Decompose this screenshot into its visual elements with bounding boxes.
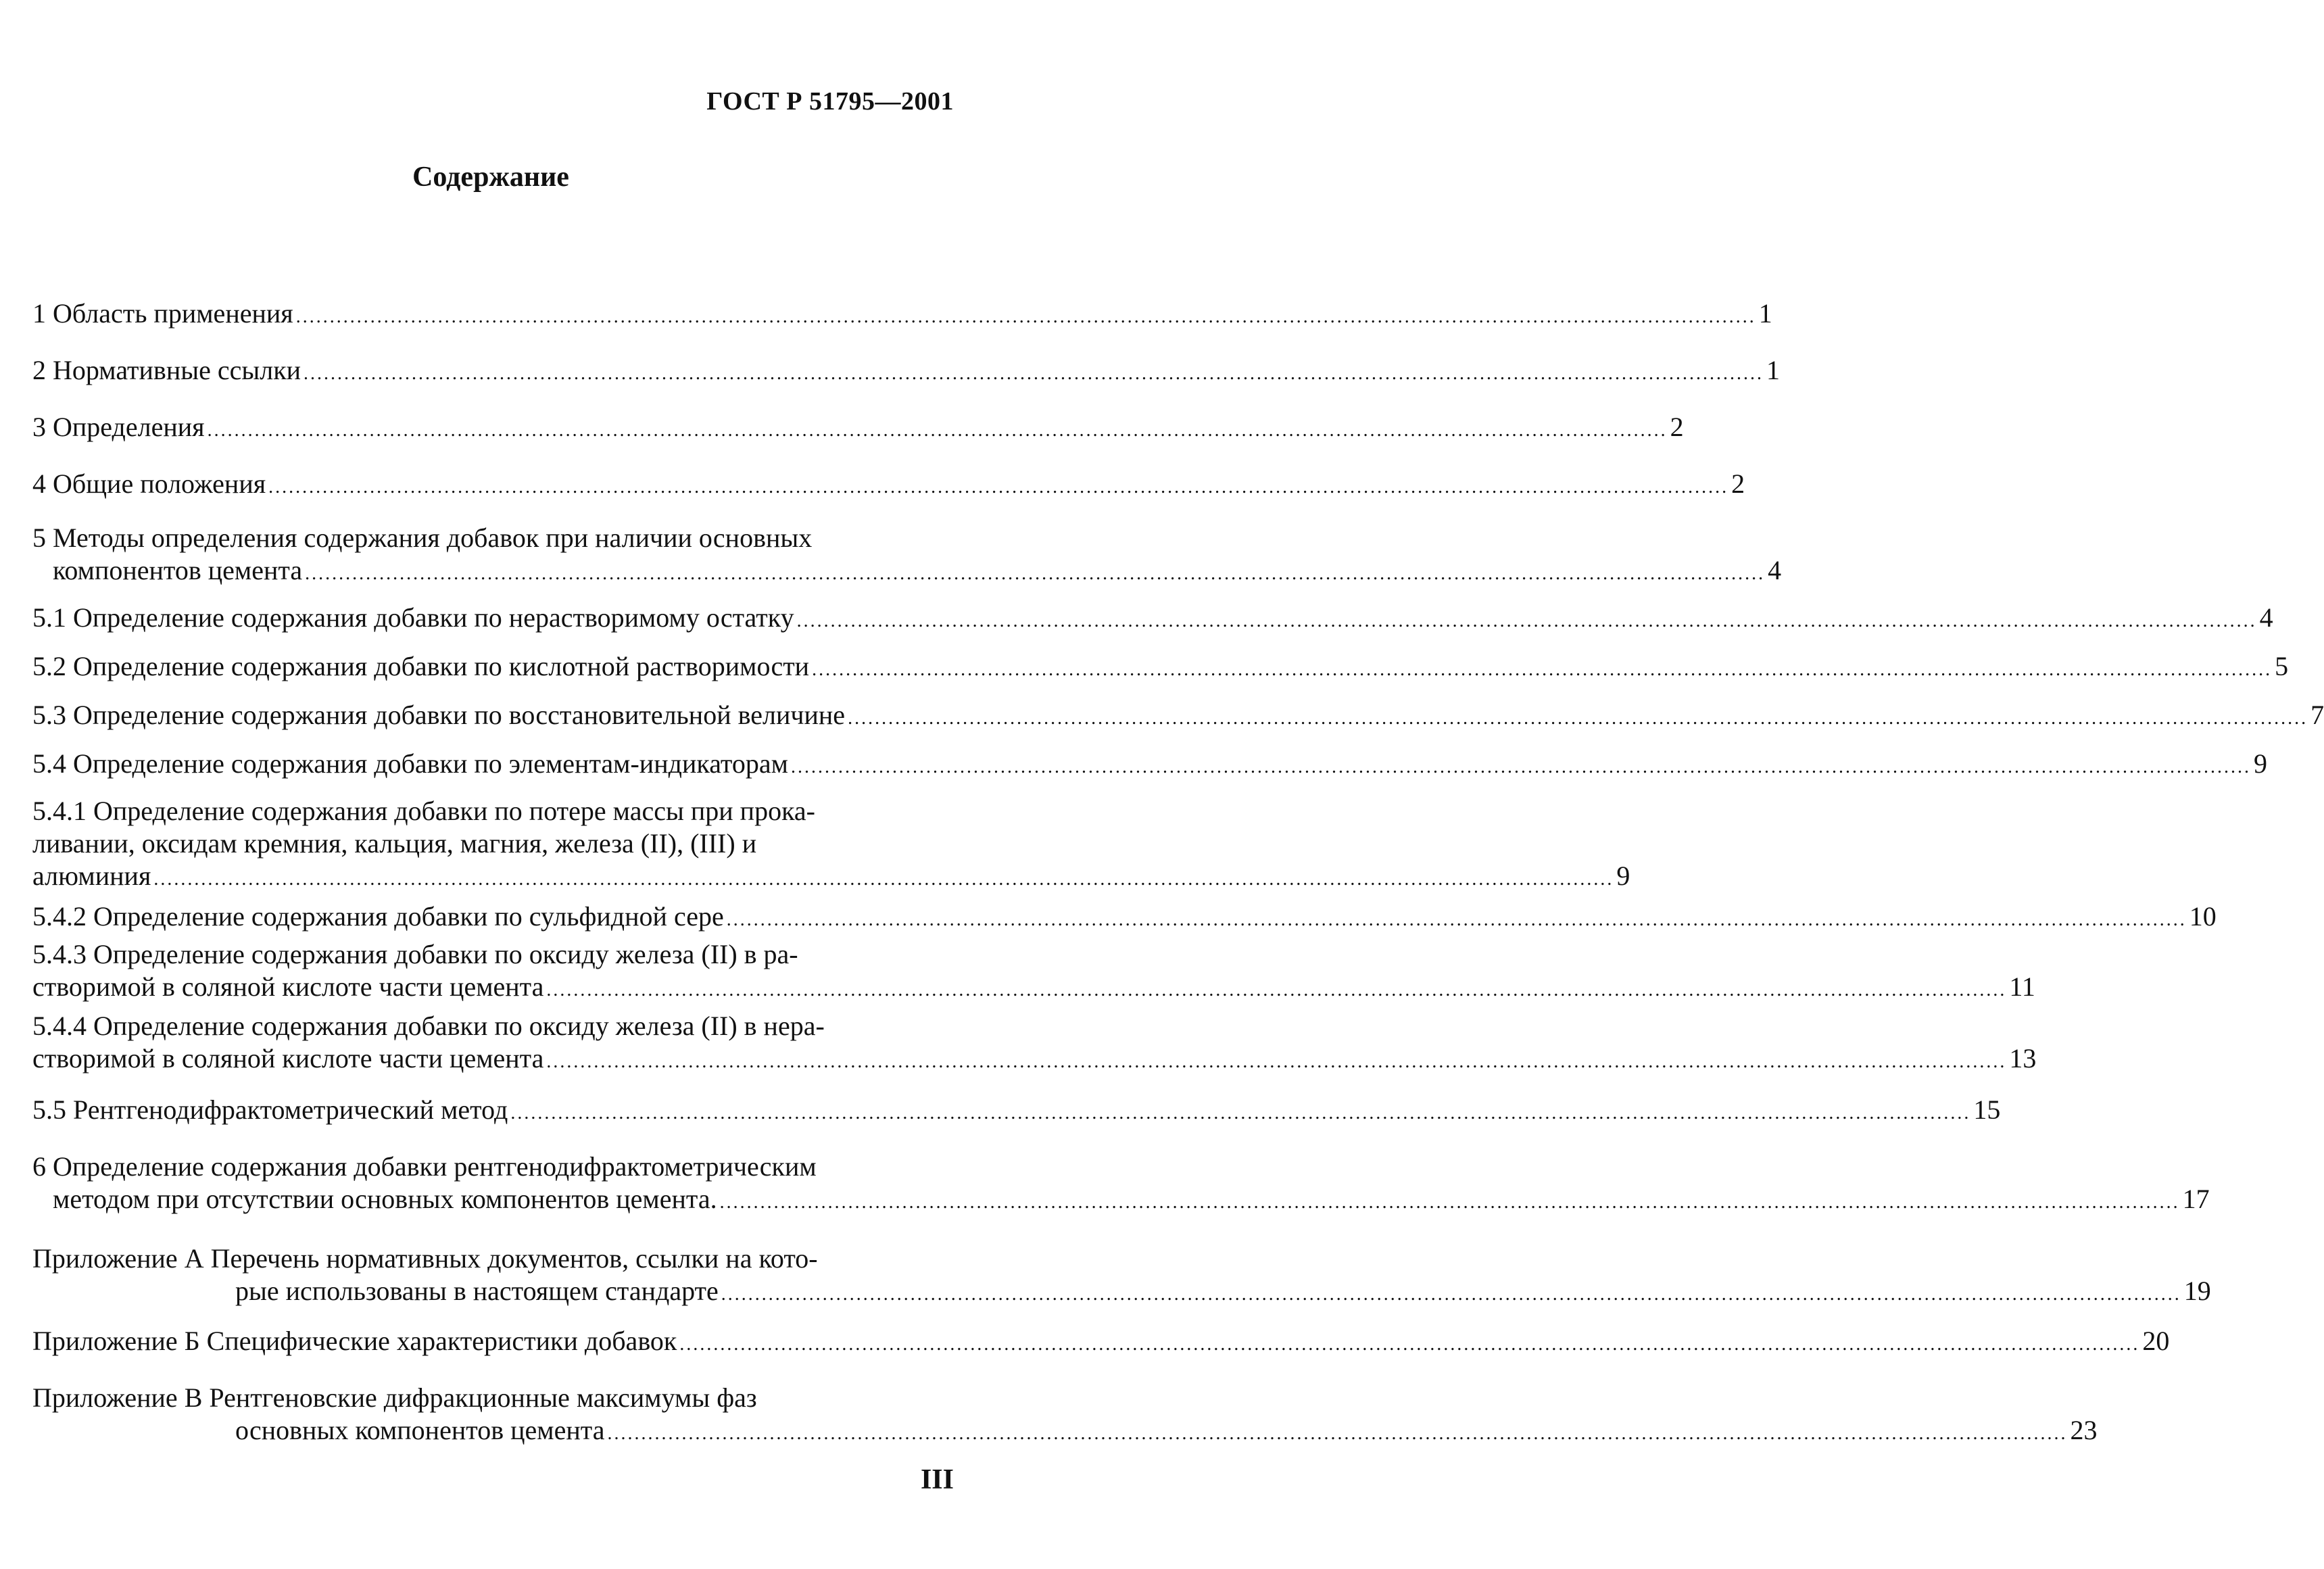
leader-dots: ........................................................................................................................................................................................................................ [305,563,1766,584]
toc-page-number: 2 [1670,412,1684,442]
toc-entry[interactable] [32,1325,2170,1361]
leader-dots: ........................................................................................................................................................................................................................ [546,1051,2007,1072]
leader-dots: ........................................................................................................................................................................................................................ [719,1192,2180,1213]
leader-dots: ........................................................................................................................................................................................................................ [812,659,2273,680]
toc-page-number: 11 [2009,971,2035,1002]
toc-entry-text: 4 Общие положения [32,468,266,499]
toc-entry-text: 5.3 Определение содержания добавки по восстановительной величине [32,700,846,730]
toc-entry-line: 5.4.1 Определение содержания добавки по потере массы при прока- [32,796,815,826]
toc-entry-text: 5.1 Определение содержания добавки по нерастворимому остатку [32,602,794,633]
toc-page-number: 7 [2310,700,2324,730]
toc-entry[interactable] [32,468,1745,504]
toc-entry[interactable] [32,1242,2211,1311]
leader-dots: ........................................................................................................................................................................................................................ [153,869,1614,890]
toc-entry[interactable] [32,650,2289,686]
leader-dots: ........................................................................................................................................................................................................................ [607,1423,2068,1444]
leader-dots: ........................................................................................................................................................................................................................ [796,610,2257,631]
toc-entry-line: 5 Методы определения содержания добавок при наличии основных [32,523,813,553]
leader-dots: ........................................................................................................................................................................................................................ [207,420,1668,441]
toc-entry-line: ливании, оксидам кремния, кальция, магния, железа (II), (III) и [32,828,757,859]
doc-code: ГОСТ Р 51795—2001 [706,87,954,116]
toc-entry-line: 6 Определение содержания добавки рентгенодифрактометрическим [32,1151,817,1182]
leader-dots: ........................................................................................................................................................................................................................ [726,909,2187,930]
toc-entry[interactable] [32,1151,2210,1219]
leader-dots: ........................................................................................................................................................................................................................ [848,708,2308,729]
toc-entry-text: 5.5 Рентгенодифрактометрический метод [32,1094,508,1125]
toc-page-number: 10 [2189,901,2217,932]
toc-entry-line: 5.4.4 Определение содержания добавки по оксиду железа (II) в нера- [32,1011,825,1041]
toc-page-number: 5 [2275,651,2289,681]
toc-entry[interactable] [32,1094,2001,1130]
toc-page-number: 4 [1768,555,1782,585]
page-number: III [920,1464,954,1495]
toc-entry-text: рые использованы в настоящем стандарте [235,1276,719,1306]
toc-entry[interactable] [32,602,2273,637]
toc-entry-text: створимой в соляной кислоте части цемента [32,971,544,1002]
toc-entry[interactable] [32,354,1781,390]
leader-dots: ........................................................................................................................................................................................................................ [546,980,2007,1000]
toc-page-number: 23 [2070,1415,2098,1445]
toc-entry-line: Приложение В Рентгеновские дифракционные максимумы фаз [32,1382,757,1413]
toc-entry-text: методом при отсутствии основных компонентов цемента. [53,1184,717,1214]
toc-entry-text: створимой в соляной кислоте части цемента [32,1043,544,1073]
toc-page-number: 17 [2182,1184,2210,1214]
toc-entry-line: 5.4.3 Определение содержания добавки по оксиду железа (II) в ра- [32,939,798,969]
toc-entry-text: 5.4.2 Определение содержания добавки по сульфидной сере [32,901,724,932]
toc-entry[interactable] [32,938,2035,1007]
toc-entry-text: алюминия [32,861,151,891]
toc-page-number: 13 [2009,1043,2037,1073]
leader-dots: ........................................................................................................................................................................................................................ [510,1103,1971,1124]
toc-page-number: 1 [1766,355,1781,385]
leader-dots: ........................................................................................................................................................................................................................ [790,756,2251,777]
toc-page-number: 9 [1616,861,1630,891]
toc-entry[interactable] [32,748,2267,783]
toc-entry[interactable] [32,900,2217,936]
leader-dots: ........................................................................................................................................................................................................................ [295,306,1756,327]
toc-entry-text: основных компонентов цемента [235,1415,605,1445]
toc-page-number: 1 [1758,298,1772,329]
toc-entry[interactable] [32,699,2324,735]
toc-page-number: 2 [1731,468,1745,499]
toc-entry-text: 3 Определения [32,412,205,442]
toc-page-number: 19 [2183,1276,2211,1306]
toc-entry-text: 2 Нормативные ссылки [32,355,301,385]
toc-entry[interactable] [32,297,1772,333]
toc-entry-text: 1 Область применения [32,298,293,329]
toc-page-number: 4 [2259,602,2273,633]
toc-page-number: 15 [1973,1094,2001,1125]
toc-entry-line: Приложение А Перечень нормативных документов, ссылки на кото- [32,1243,818,1274]
leader-dots: ........................................................................................................................................................................................................................ [679,1334,2140,1355]
toc-entry-text: 5.2 Определение содержания добавки по кислотной растворимости [32,651,810,681]
toc-entry-text: компонентов цемента [53,555,303,585]
toc-entry-text: 5.4 Определение содержания добавки по элементам-индикаторам [32,748,788,779]
toc-entry[interactable] [32,795,1630,896]
toc-page-number: 20 [2142,1326,2170,1356]
toc-entry-text: Приложение Б Специфические характеристики добавок [32,1326,677,1356]
page-title: Содержание [412,162,569,193]
toc-entry[interactable] [32,411,1684,447]
toc-entry[interactable] [32,522,1782,590]
leader-dots: ........................................................................................................................................................................................................................ [304,363,1764,384]
leader-dots: ........................................................................................................................................................................................................................ [268,477,1729,498]
toc-entry[interactable] [32,1010,2037,1078]
toc-entry[interactable] [32,1382,2098,1450]
leader-dots: ........................................................................................................................................................................................................................ [721,1284,2181,1305]
toc-page-number: 9 [2253,748,2267,779]
